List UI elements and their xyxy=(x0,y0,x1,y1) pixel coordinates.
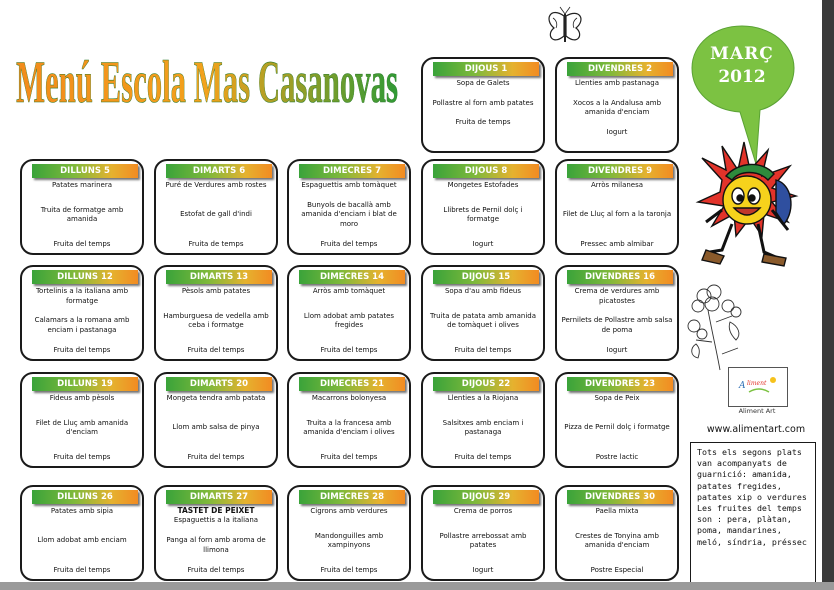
day-header: DILLUNS 5 xyxy=(32,164,138,178)
day-card xyxy=(20,159,144,255)
sun-mascot-illustration xyxy=(692,140,802,290)
day-header: DIVENDRES 16 xyxy=(567,270,673,284)
dish-item: Cigrons amb verdures xyxy=(310,507,388,515)
dish-list xyxy=(427,287,539,355)
dish-item: Mongeta tendra amb patata xyxy=(166,394,266,402)
dish-item: Estofat de gall d'indi xyxy=(180,210,252,219)
day-card xyxy=(421,159,545,255)
day-subtitle: TASTET DE PEIXET xyxy=(177,506,255,515)
day-header: DILLUNS 19 xyxy=(32,377,138,391)
day-card xyxy=(421,372,545,468)
dish-item: Patates amb sipia xyxy=(50,507,114,515)
dish-item: Fruita del temps xyxy=(53,345,111,354)
dish-list xyxy=(293,287,405,355)
dish-item: Fruita de temps xyxy=(188,239,244,248)
dish-item: Fruita del temps xyxy=(320,452,378,461)
dish-list xyxy=(427,507,539,575)
dish-item: Paella mixta xyxy=(595,507,639,515)
day-header: DIMECRES 7 xyxy=(299,164,405,178)
website-url[interactable]: www.alimentart.com xyxy=(706,424,806,435)
dish-item: Espaguettis a la italiana xyxy=(173,516,259,524)
dish-item: Mandonguilles amb xampinyons xyxy=(314,531,384,549)
day-card xyxy=(421,57,545,153)
dish-list xyxy=(561,507,673,575)
day-card xyxy=(555,372,679,468)
dish-item: Pressec amb almibar xyxy=(580,239,654,248)
dish-item: Fruita del temps xyxy=(320,345,378,354)
day-header: DIMECRES 21 xyxy=(299,377,405,391)
day-card xyxy=(287,485,411,581)
dish-item: Xocos a la Andalusa amb amanida d'enciam xyxy=(572,98,662,116)
day-header: DIJOUS 15 xyxy=(433,270,539,284)
day-header: DIMARTS 6 xyxy=(166,164,272,178)
dish-item: Fruita del temps xyxy=(187,345,245,354)
day-card xyxy=(20,265,144,361)
dish-item: Fideus amb pèsols xyxy=(49,394,115,402)
dish-item: Truita de patata amb amanida de tomàquet i olives xyxy=(429,311,537,329)
month-label: MARÇ xyxy=(710,44,774,64)
day-header: DIJOUS 8 xyxy=(433,164,539,178)
logo-art xyxy=(729,368,787,406)
dish-list xyxy=(561,79,673,147)
dish-item: Puré de Verdures amb rostes xyxy=(165,181,267,189)
dish-item: Fruita del temps xyxy=(454,345,512,354)
dish-item: Llibrets de Pernil dolç i formatge xyxy=(443,205,523,223)
title-text: Menú Escola Mas Casanovas xyxy=(16,49,398,114)
svg-text:A: A xyxy=(739,381,746,391)
day-header: DIJOUS 29 xyxy=(433,490,539,504)
dish-item: Truita de formatge amb amanida xyxy=(40,205,124,223)
dish-list xyxy=(561,394,673,462)
dish-list xyxy=(26,394,138,462)
dish-item: Truita a la francesa amb amanida d'enciam i olives xyxy=(303,418,395,436)
dish-item: Llom amb salsa de pinya xyxy=(172,423,260,432)
dish-item: Fruita del temps xyxy=(320,565,378,574)
dish-item: Fruita de temps xyxy=(455,118,511,126)
page-edge-bottom xyxy=(0,582,834,590)
day-header: DIJOUS 1 xyxy=(433,62,539,76)
dish-item: Postre lactic xyxy=(595,452,639,461)
dish-item: Crestes de Tonyina amb amanida d'enciam xyxy=(575,531,659,549)
day-card xyxy=(421,265,545,361)
dish-item: Llenties a la Riojana xyxy=(447,394,519,402)
dish-item: Postre Especial xyxy=(590,565,644,574)
dish-item: Pollastre arrebossat amb patates xyxy=(439,531,527,549)
dish-list xyxy=(160,287,272,355)
dish-item: Sopa de Peix xyxy=(594,394,640,402)
dish-item: Fruita del temps xyxy=(53,239,111,248)
dish-list xyxy=(561,181,673,249)
svg-text:liment: liment xyxy=(747,380,767,387)
dish-list xyxy=(293,507,405,575)
day-card xyxy=(20,372,144,468)
dish-item: Llenties amb pastanaga xyxy=(574,79,660,87)
dish-item: Hamburguesa de vedella amb ceba i formatge xyxy=(163,311,269,329)
dish-item: Pèsols amb patates xyxy=(181,287,251,295)
dish-item: Sopa d'au amb fideus xyxy=(444,287,522,295)
dish-list xyxy=(160,516,272,575)
dish-item: Arròs amb tomàquet xyxy=(312,287,386,295)
day-header: DIVENDRES 23 xyxy=(567,377,673,391)
page-edge-right xyxy=(822,0,834,590)
dish-item: Pollastre al forn amb patates xyxy=(432,98,534,107)
dish-item: Fruita del temps xyxy=(187,565,245,574)
dish-item: Fruita del temps xyxy=(187,452,245,461)
dish-list xyxy=(26,287,138,355)
dish-list xyxy=(427,79,539,147)
dish-item: Calamars a la romana amb enciam i pastanaga xyxy=(34,316,130,334)
logo-mark xyxy=(728,367,788,407)
dish-item: Iogurt xyxy=(472,239,494,248)
dish-item: Espaguettis amb tomàquet xyxy=(301,181,397,189)
dish-item: Arròs milanesa xyxy=(590,181,644,189)
day-card xyxy=(555,485,679,581)
day-card xyxy=(555,159,679,255)
day-header: DIJOUS 22 xyxy=(433,377,539,391)
logo-name: Aliment Art xyxy=(738,407,776,415)
dish-list xyxy=(26,507,138,575)
dish-item: Panga al forn amb aroma de llimona xyxy=(166,536,266,554)
day-card xyxy=(287,372,411,468)
dish-item: Bunyols de bacallà amb amanida d'enciam i blat de moro xyxy=(301,200,397,228)
dish-item: Pernilets de Pollastre amb salsa de poma xyxy=(561,316,673,334)
dish-item: Fruita del temps xyxy=(53,452,111,461)
day-header: DIMECRES 14 xyxy=(299,270,405,284)
dish-item: Crema de porros xyxy=(453,507,513,515)
day-header: DIVENDRES 2 xyxy=(567,62,673,76)
dish-item: Patates marinera xyxy=(52,181,112,189)
dish-list xyxy=(427,181,539,249)
dish-item: Fruita del temps xyxy=(454,452,512,461)
menu-title xyxy=(14,14,414,114)
year-label: 2012 xyxy=(718,67,766,87)
day-card xyxy=(20,485,144,581)
day-card xyxy=(154,485,278,581)
alimentart-logo xyxy=(728,367,786,419)
dish-item: Filet de Lluç al forn a la taronja xyxy=(562,210,672,219)
dish-list xyxy=(160,181,272,249)
flower-illustration xyxy=(682,282,752,372)
butterfly-icon xyxy=(542,6,588,52)
dish-list xyxy=(427,394,539,462)
dish-item: Salsitxes amb enciam i pastanaga xyxy=(442,418,524,436)
dish-item: Fruita del temps xyxy=(320,239,378,248)
day-header: DILLUNS 12 xyxy=(32,270,138,284)
dish-list xyxy=(293,394,405,462)
dish-item: Iogurt xyxy=(472,565,494,574)
dish-list xyxy=(26,181,138,249)
dish-item: Llom adobat amb patates fregides xyxy=(303,311,395,329)
dish-list xyxy=(160,394,272,462)
dish-item: Fruita del temps xyxy=(53,565,111,574)
day-header: DIVENDRES 9 xyxy=(567,164,673,178)
day-card xyxy=(555,57,679,153)
dish-item: Llom adobat amb enciam xyxy=(37,536,127,545)
dish-item: Iogurt xyxy=(606,345,628,354)
day-header: DIMARTS 20 xyxy=(166,377,272,391)
day-header: DIMARTS 13 xyxy=(166,270,272,284)
day-header: DILLUNS 26 xyxy=(32,490,138,504)
dish-item: Macarrons bolonyesa xyxy=(311,394,387,402)
dish-item: Crema de verdures amb picatostes xyxy=(574,287,660,305)
day-card xyxy=(287,159,411,255)
day-card xyxy=(154,265,278,361)
day-card xyxy=(287,265,411,361)
day-card xyxy=(421,485,545,581)
day-header: DIMECRES 28 xyxy=(299,490,405,504)
dish-list xyxy=(293,181,405,249)
dish-item: Sopa de Galets xyxy=(456,79,510,87)
day-card xyxy=(555,265,679,361)
dish-item: Iogurt xyxy=(606,127,628,136)
dish-item: Tortelinis a la italiana amb formatge xyxy=(35,287,129,305)
dish-item: Mongetes Estofades xyxy=(447,181,519,189)
dish-list xyxy=(561,287,673,355)
garnish-note: Tots els segons plats van acompanyats de guarnició: amanida, patates fregides, patates xip o verdures Les fruites del temps son : pera, plàtan, poma, mandarines, meló, síndria, préssec xyxy=(690,442,816,584)
dish-item: Filet de Lluç amb amanida d'enciam xyxy=(35,418,129,436)
day-card xyxy=(154,159,278,255)
day-card xyxy=(154,372,278,468)
day-header: DIVENDRES 30 xyxy=(567,490,673,504)
dish-item: Pizza de Pernil dolç i formatge xyxy=(564,423,670,432)
day-header: DIMARTS 27 xyxy=(166,490,272,504)
